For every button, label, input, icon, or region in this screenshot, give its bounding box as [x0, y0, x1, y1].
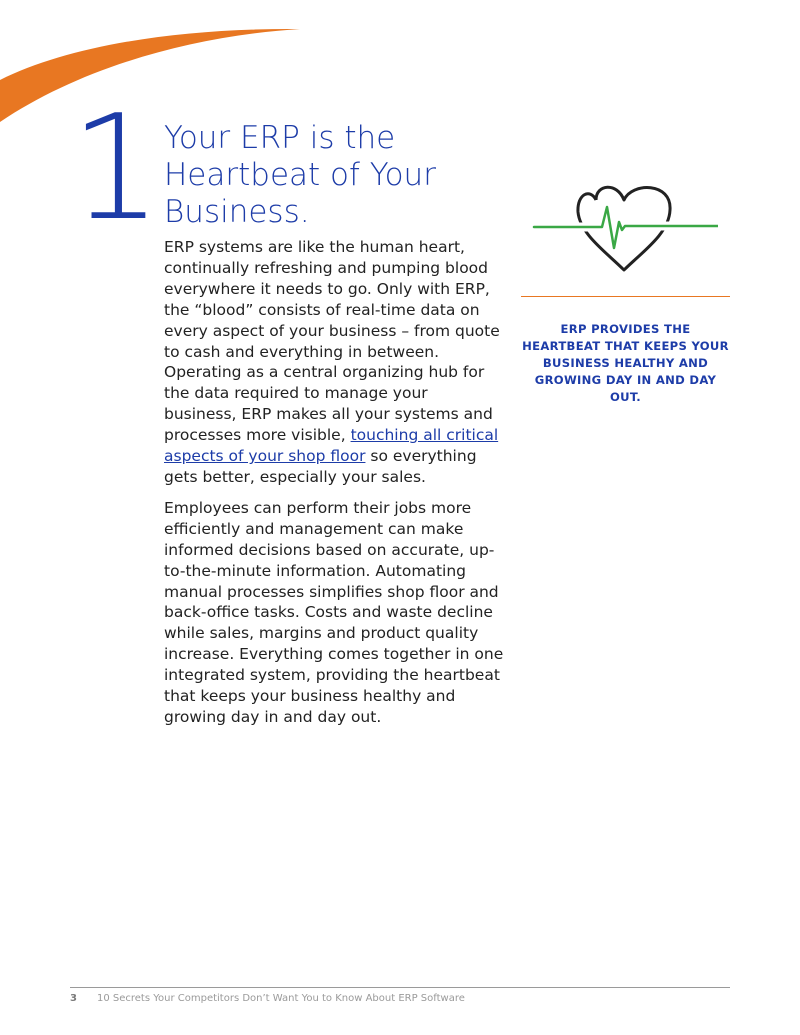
- body-paragraph-2: Employees can perform their jobs more efficiently and management can make informed decisions based on accurate, up-to-the-minute information. Automating manual processes simplifies shop floor and back-office tasks. Costs and waste decline while sales, margins and product quality increase. Everything comes together in one integrated system, providing the heartbeat that keeps your business healthy and growing day in and day out.: [164, 498, 504, 726]
- heartbeat-heart-icon: [532, 182, 718, 274]
- footer-divider: [70, 987, 730, 988]
- paragraph-1-text-end: so everything gets better, especially your sales.: [164, 447, 477, 486]
- body-text: [164, 237, 504, 738]
- section-number: 1: [70, 84, 159, 253]
- callout-text: ERP PROVIDES THE HEARTBEAT THAT KEEPS YOUR BUSINESS HEALTHY AND GROWING DAY IN AND DAY OUT.: [522, 322, 729, 404]
- body-paragraph-1: [164, 237, 504, 488]
- footer-document-title: 10 Secrets Your Competitors Don’t Want You to Know About ERP Software: [96, 993, 465, 1004]
- page-number: 3: [70, 993, 77, 1004]
- paragraph-1-text: ERP systems are like the human heart, continually refreshing and pumping blood everywhere it needs to go. Only with ERP, the “blood” consists of real-time data on every aspect of your business – from quote to cash and everything in between. Operating as a central organizing hub for the data required to manage your business, ERP makes all your systems and processes more visible,: [164, 238, 500, 445]
- callout-divider: [521, 296, 730, 297]
- page-footer: [70, 992, 465, 1005]
- orange-swoosh-decoration: [0, 0, 320, 130]
- section-title: Your ERP is the Heartbeat of Your Business.: [164, 120, 436, 230]
- shop-floor-link[interactable]: touching all critical aspects of your shop floor: [164, 426, 499, 466]
